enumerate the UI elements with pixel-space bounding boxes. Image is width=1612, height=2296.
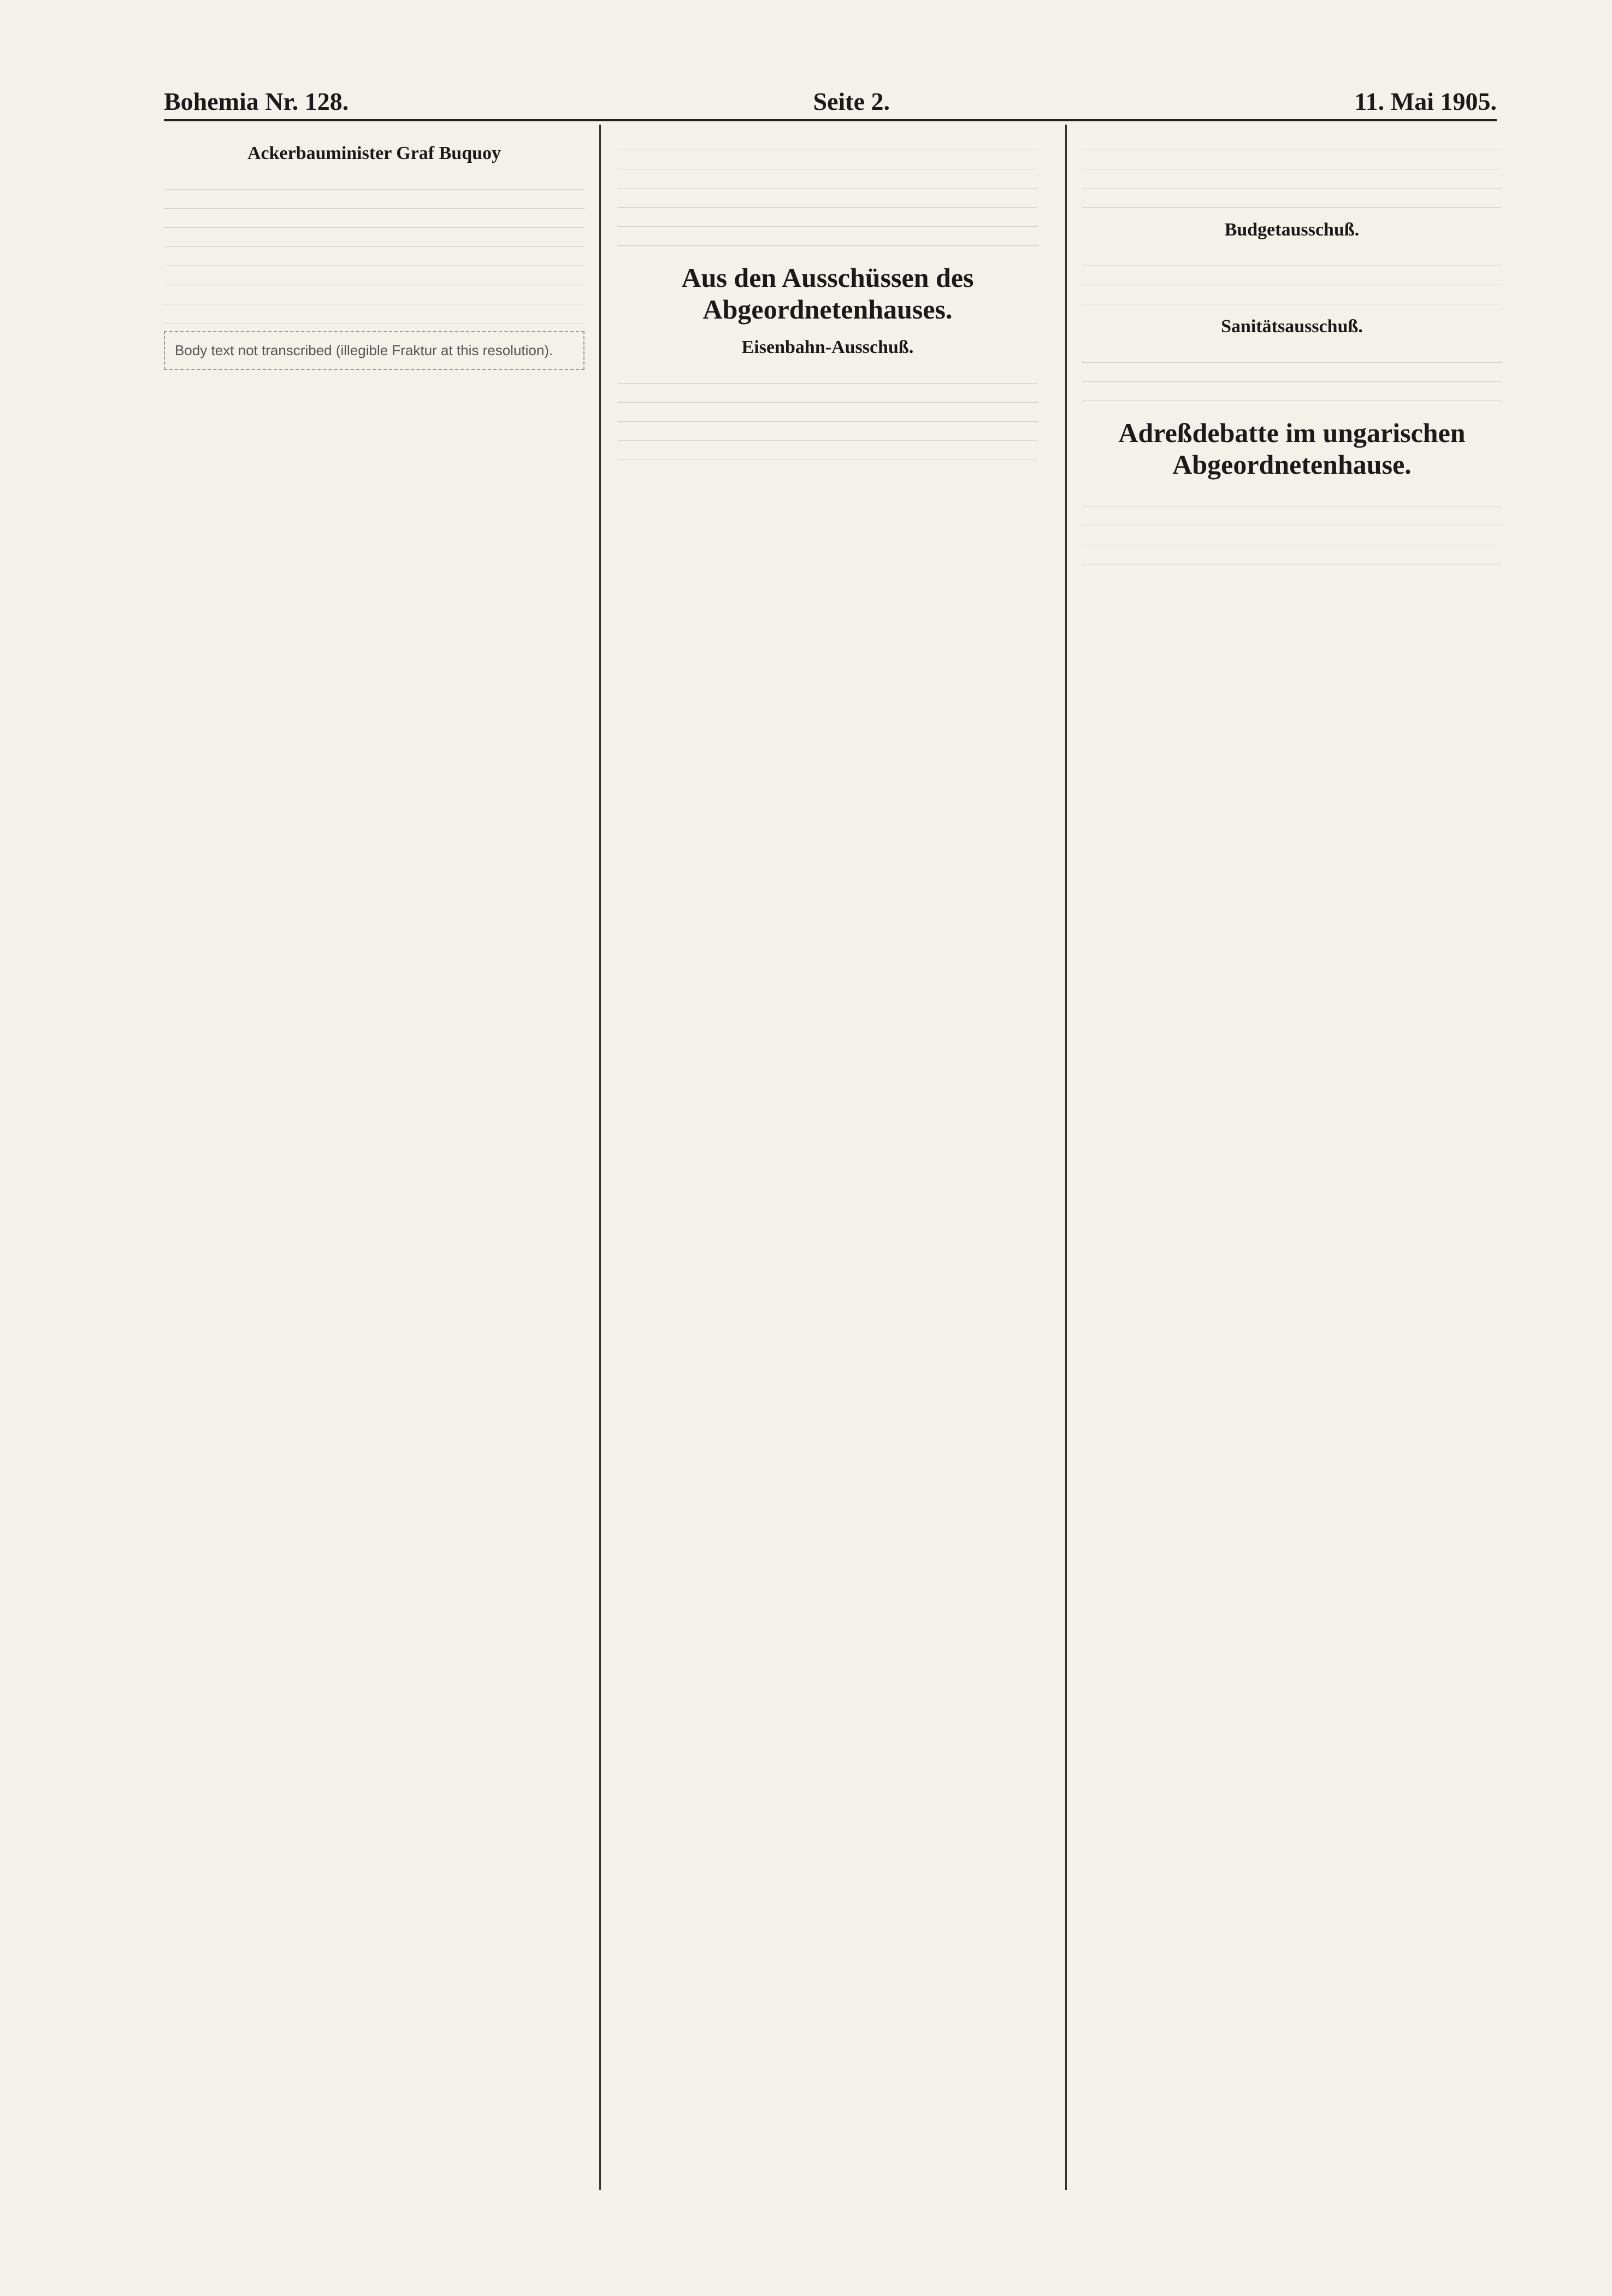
text-block	[1082, 247, 1502, 304]
text-block	[1082, 488, 1502, 564]
text-block	[1082, 344, 1502, 401]
issue-date: 11. Mai 1905.	[1354, 87, 1497, 115]
masthead	[164, 82, 1497, 120]
column-2	[617, 131, 1038, 2191]
column-1	[164, 131, 584, 2191]
section-heading: Aus den Ausschüssen des Abgeordnetenhauses.	[681, 262, 974, 325]
section-heading: Ackerbauminister Graf Buquoy	[247, 143, 501, 163]
column-3	[1082, 131, 1502, 2191]
text-block	[617, 131, 1038, 246]
section-heading: Sanitätsausschuß.	[1221, 316, 1363, 337]
section-heading: Adreßdebatte im ungarischen Abgeordnetenhause.	[1118, 417, 1466, 480]
transcription-note: Body text not transcribed (illegible Fraktur at this resolution).	[164, 331, 584, 370]
text-block	[617, 364, 1038, 460]
text-block	[1082, 131, 1502, 208]
section-heading: Budgetausschuß.	[1224, 220, 1360, 240]
section-subheading: Eisenbahn-Ausschuß.	[741, 337, 914, 357]
column-divider	[599, 125, 601, 2190]
issue-label: Bohemia Nr. 128.	[164, 87, 349, 115]
header-rule	[164, 119, 1497, 121]
text-block	[164, 170, 584, 323]
page-number: Seite 2.	[813, 87, 890, 115]
column-divider	[1065, 125, 1067, 2190]
